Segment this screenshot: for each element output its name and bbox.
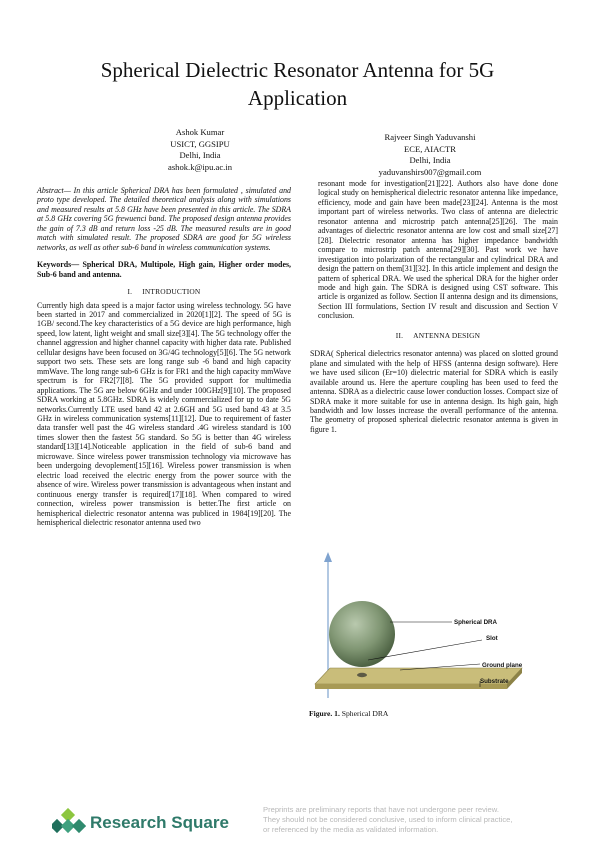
section-number: I. [127,287,133,297]
figure-label: Substrate [480,678,509,685]
research-square-logo-icon [52,808,86,834]
slot-shape [357,673,367,677]
author-city: Delhi, India [179,150,221,160]
title-line-2: Application [247,86,348,110]
abstract: Abstract— In this article Spherical DRA has been formulated , simulated and proto type developed. The detailed theoretical analysis along with simulations and measured results at 5.8 GHz have been presented in this article. The SDRA at 5.8 GHz covering 5G frewuenci band. The proposed design antenna provides the gain of 7.3 dB and return loss -25 dB. The measured results are in good match with simulated result. The proposed SDRA are good for 5G wireless networks, as well as other sub-6 band in wireless communication systems. [37,186,291,252]
notice-line: Preprints are preliminary reports that have not undergone peer review. [263,805,499,814]
preprint-notice [263,805,593,836]
figure-caption-number: Figure. 1. [309,709,340,718]
author-affiliation: USICT, GGSIPU [170,138,230,149]
figure-label: Slot [486,635,498,642]
author-email: yaduvanshirs007@gmail.com [378,166,482,177]
section-heading-antenna-design [318,331,558,340]
notice-line: or referenced by the media as validated information. [263,825,439,835]
introduction-continued: resonant mode for investigation[21][22]. Authors also have done done logical study on hemispherical dielectric resonator antenna like impedance, efficiency, mode and gain have been made[23][24]. Antenna is the most important part of wireless networks. Two class of antenna are dielectric resonator antenna and microstrip patch antenna[25][26]. The main advantages of dielectric resonator antenna are low cost and small size[27][28]. Dielectric resonator antenna has higher impedance bandwidth compare to microstrip patch antenna[29][30]. Past work we have investigation into polarization of the rectangular and cylindrical DRA and design the pattern on them[31][32]. In this article implement and design the pattern of spherical DRA. We used the spherical DRA for the higher order mode and high gain. The SDRA is designed using CST software. This article is organized as follow. Section II antenna design and its dimensions, Section III formulations, Section IV result and discussion and Section V conclusion. [318,179,558,321]
antenna-design-paragraph: SDRA( Spherical dielectrics resonator antenna) was placed on slotted ground plane and simulated with the help of HFSS (antenna design software). Here we have used silicon (Er=10) dielectric material for SDRA which is easily available around us. Here the aperture coupling has been used to feed the antenna. SDRA as a dielectric cause lower conduction losses. Compact size of SDRA make it more suitable for use in antenna design. Its high gain, high bandwidth and low losses increase the overall performance of the antenna. The geometry of proposed spherical dielectric resonator antenna is given in figure 1. [310,349,558,434]
substrate-shape [315,684,507,689]
section-heading-introduction [37,287,291,296]
author-email: ashok.k@ipu.ac.in [168,161,232,172]
figure-caption [309,709,388,718]
figure-label: Spherical DRA [454,619,497,626]
figure-spherical-dra [300,548,540,708]
paper-title [40,56,555,112]
author-name: Rajveer Singh Yaduvanshi [384,132,476,142]
axis-arrow-icon [324,552,332,562]
notice-line: They should not be considered conclusive, used to inform clinical practice, [263,815,513,825]
author-block-2 [330,132,530,178]
right-column [310,179,558,434]
research-square-brand[interactable]: Research Square [90,813,229,832]
section-title: INTRODUCTION [142,287,201,297]
figure-label: Ground plane [482,662,523,669]
author-affiliation: ECE, AIACTR [403,143,457,154]
keywords: Keywords— Spherical DRA, Multipole, High gain, Higher order modes, Sub-6 band and antenna. [37,260,291,279]
section-number: II. [395,330,404,340]
author-block-1 [100,127,300,173]
author-city: Delhi, India [409,155,451,165]
left-column [37,186,291,527]
author-name: Ashok Kumar [175,127,225,137]
introduction-paragraph: Currently high data speed is a major factor using wireless technology. 5G have been started in 2017 and commercialized in 2020[1][2]. The speed of 5G is 1GB/ second.The key characteristics of a 5G device are high performance, high speed, low latent, light weight and small size[3][4]. The 5G technology offer the channel aggression and higher channel capacity with higher data rate. Published cellular designs have been focused on 3G/4G technology[5][6]. The 5G network support two sets. These sets are long range sub -6 band and high capacity mmWave. The long range sub-6 GHz is for FR1 and the high capacity mmWave spectrum is for FR2[7][8]. The 5G provided support for multimedia applications. The 5G are below 6GHz and under 100GHz[9][10]. The proposed SDRA working at 5.8GHz. SDRA is widely commercialized for up to date 5G networks.Currently LTE used band 42 at 2.6GH and 5G used band 43 at 3.5 GHz in wireless communication systems[11][12]. Due to requirement of faster data transfer well past the 4G wireless standard .4G wireless standard is 100 times slower then the fastest 5G standard. So 5G is better than 4G wireless standard[13][14].Noticeable application in the field of sub-6 band and microwave. Since wireless power transmission technology via microwave has been undergoing devoplement[15][16]. Wireless power transmission is when electric load received the electric energy from the power source with the absence of wire. Wireless power transmission is advantageous when instant and continuous energy transfer is required[17][18]. When compared to wired connection, wireless power transmission is better.The first article on hemispherical dielectric resonator antenna was publiced in 1984[19][20]. The hemispherical dielectric resonator antenna used two [37,300,291,527]
title-line-1: Spherical Dielectric Resonator Antenna for 5G [100,58,495,82]
section-title: ANTENNA DESIGN [413,330,481,340]
figure-caption-text: Spherical DRA [339,709,389,718]
